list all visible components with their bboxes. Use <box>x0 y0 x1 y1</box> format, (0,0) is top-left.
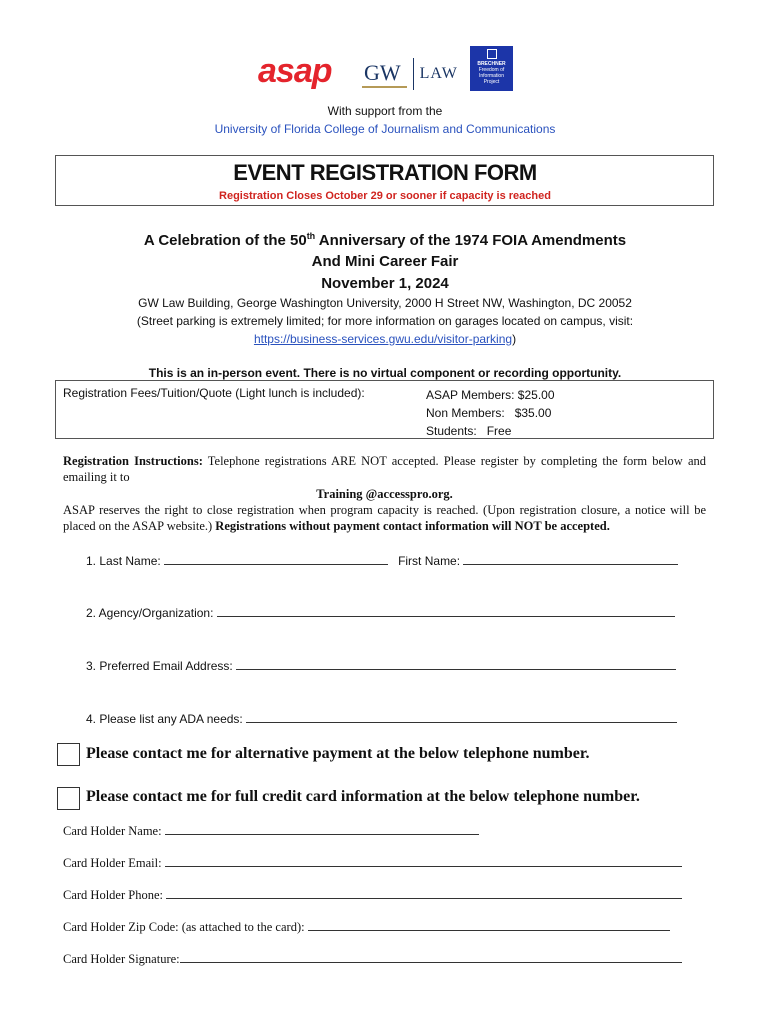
email-field[interactable] <box>236 657 676 670</box>
gw-law-logo <box>362 57 458 91</box>
registration-deadline: Registration Closes October 29 or sooner if capacity is reached <box>219 190 551 202</box>
instructions-reserve-bold: Registrations without payment contact information will NOT be accepted. <box>215 519 610 533</box>
first-name-label: First Name: <box>398 554 461 568</box>
brechner-line4: Project <box>483 79 500 85</box>
brechner-line3: Information <box>478 73 504 79</box>
support-institution: University of Florida College of Journalism and Communications <box>214 122 556 136</box>
card-email-label: Card Holder Email: <box>63 856 162 870</box>
parking-link[interactable]: https://business-services.gwu.edu/visitor-parking <box>253 332 513 346</box>
fees-list <box>426 386 555 440</box>
credit-card-checkbox[interactable] <box>57 787 80 810</box>
card-zip-field[interactable] <box>308 918 670 931</box>
ada-label: 4. Please list any ADA needs: <box>86 712 243 726</box>
event-title-post: Anniversary of the 1974 FOIA Amendments <box>315 232 627 249</box>
instructions-lead: Registration Instructions: <box>63 454 203 468</box>
fees-label: Registration Fees/Tuition/Quote (Light lunch is included): <box>63 386 365 400</box>
question-3 <box>86 657 676 673</box>
parking-note: (Street parking is extremely limited; for more information on garages located on campus, visit: <box>136 314 634 328</box>
question-4 <box>86 710 677 726</box>
support-line: With support from the <box>327 104 443 118</box>
asap-logo: asap <box>258 52 332 90</box>
alt-payment-label: Please contact me for alternative payment at the below telephone number. <box>86 745 590 762</box>
brechner-line2: Freedom of <box>478 67 505 73</box>
first-name-field[interactable] <box>463 552 678 565</box>
card-name-field[interactable] <box>165 822 479 835</box>
gw-mark: GW <box>362 60 407 88</box>
brechner-logo <box>470 46 513 91</box>
card-phone-label: Card Holder Phone: <box>63 888 163 902</box>
gw-law-text: LAW <box>419 65 458 82</box>
card-name-label: Card Holder Name: <box>63 824 162 838</box>
in-person-notice: This is an in-person event. There is no virtual component or recording opportunity. <box>148 366 622 380</box>
question-1 <box>86 552 678 568</box>
ada-field[interactable] <box>246 710 677 723</box>
card-holder-zip <box>63 918 670 935</box>
form-title: EVENT REGISTRATION FORM <box>233 160 537 185</box>
building-icon <box>487 49 497 59</box>
event-date: November 1, 2024 <box>321 275 449 292</box>
instructions-reserve: ASAP reserves the right to close registration when program capacity is reached. (Upon registration closure, a notice will be placed on the ASAP website.) <box>63 503 706 533</box>
last-name-label: 1. Last Name: <box>86 554 161 568</box>
event-subtitle: And Mini Career Fair <box>311 253 459 270</box>
agency-field[interactable] <box>217 604 675 617</box>
fee-students: Students: Free <box>426 424 512 438</box>
instructions-text: Telephone registrations ARE NOT accepted. Please register by completing the form below and emailing it to <box>63 454 706 484</box>
instructions-email: Training @accesspro.org. <box>316 487 453 501</box>
last-name-field[interactable] <box>164 552 388 565</box>
card-signature-field[interactable] <box>180 950 682 963</box>
fee-non-members: Non Members: $35.00 <box>426 406 552 420</box>
event-title <box>0 231 770 249</box>
fees-box <box>55 380 714 439</box>
event-title-pre: A Celebration of the 50 <box>143 232 307 249</box>
credit-card-label: Please contact me for full credit card information at the below telephone number. <box>86 788 640 805</box>
parking-close: ) <box>512 332 517 346</box>
registration-instructions <box>63 453 706 534</box>
card-holder-email <box>63 854 682 871</box>
question-2 <box>86 604 675 620</box>
gw-divider <box>413 58 414 90</box>
card-holder-name <box>63 822 479 839</box>
brechner-name: BRECHNER <box>477 61 506 67</box>
alt-payment-checkbox[interactable] <box>57 743 80 766</box>
agency-label: 2. Agency/Organization: <box>86 606 214 620</box>
event-address: GW Law Building, George Washington University, 2000 H Street NW, Washington, DC 20052 <box>138 296 632 310</box>
fee-members: ASAP Members: $25.00 <box>426 388 555 402</box>
card-holder-signature <box>63 950 682 967</box>
event-title-sup: th <box>306 231 316 241</box>
card-signature-label: Card Holder Signature: <box>63 952 180 966</box>
card-email-field[interactable] <box>165 854 682 867</box>
card-zip-label: Card Holder Zip Code: (as attached to the card): <box>63 920 305 934</box>
card-phone-field[interactable] <box>166 886 682 899</box>
card-holder-phone <box>63 886 682 903</box>
parking-link-line <box>0 332 770 346</box>
email-label: 3. Preferred Email Address: <box>86 659 233 673</box>
